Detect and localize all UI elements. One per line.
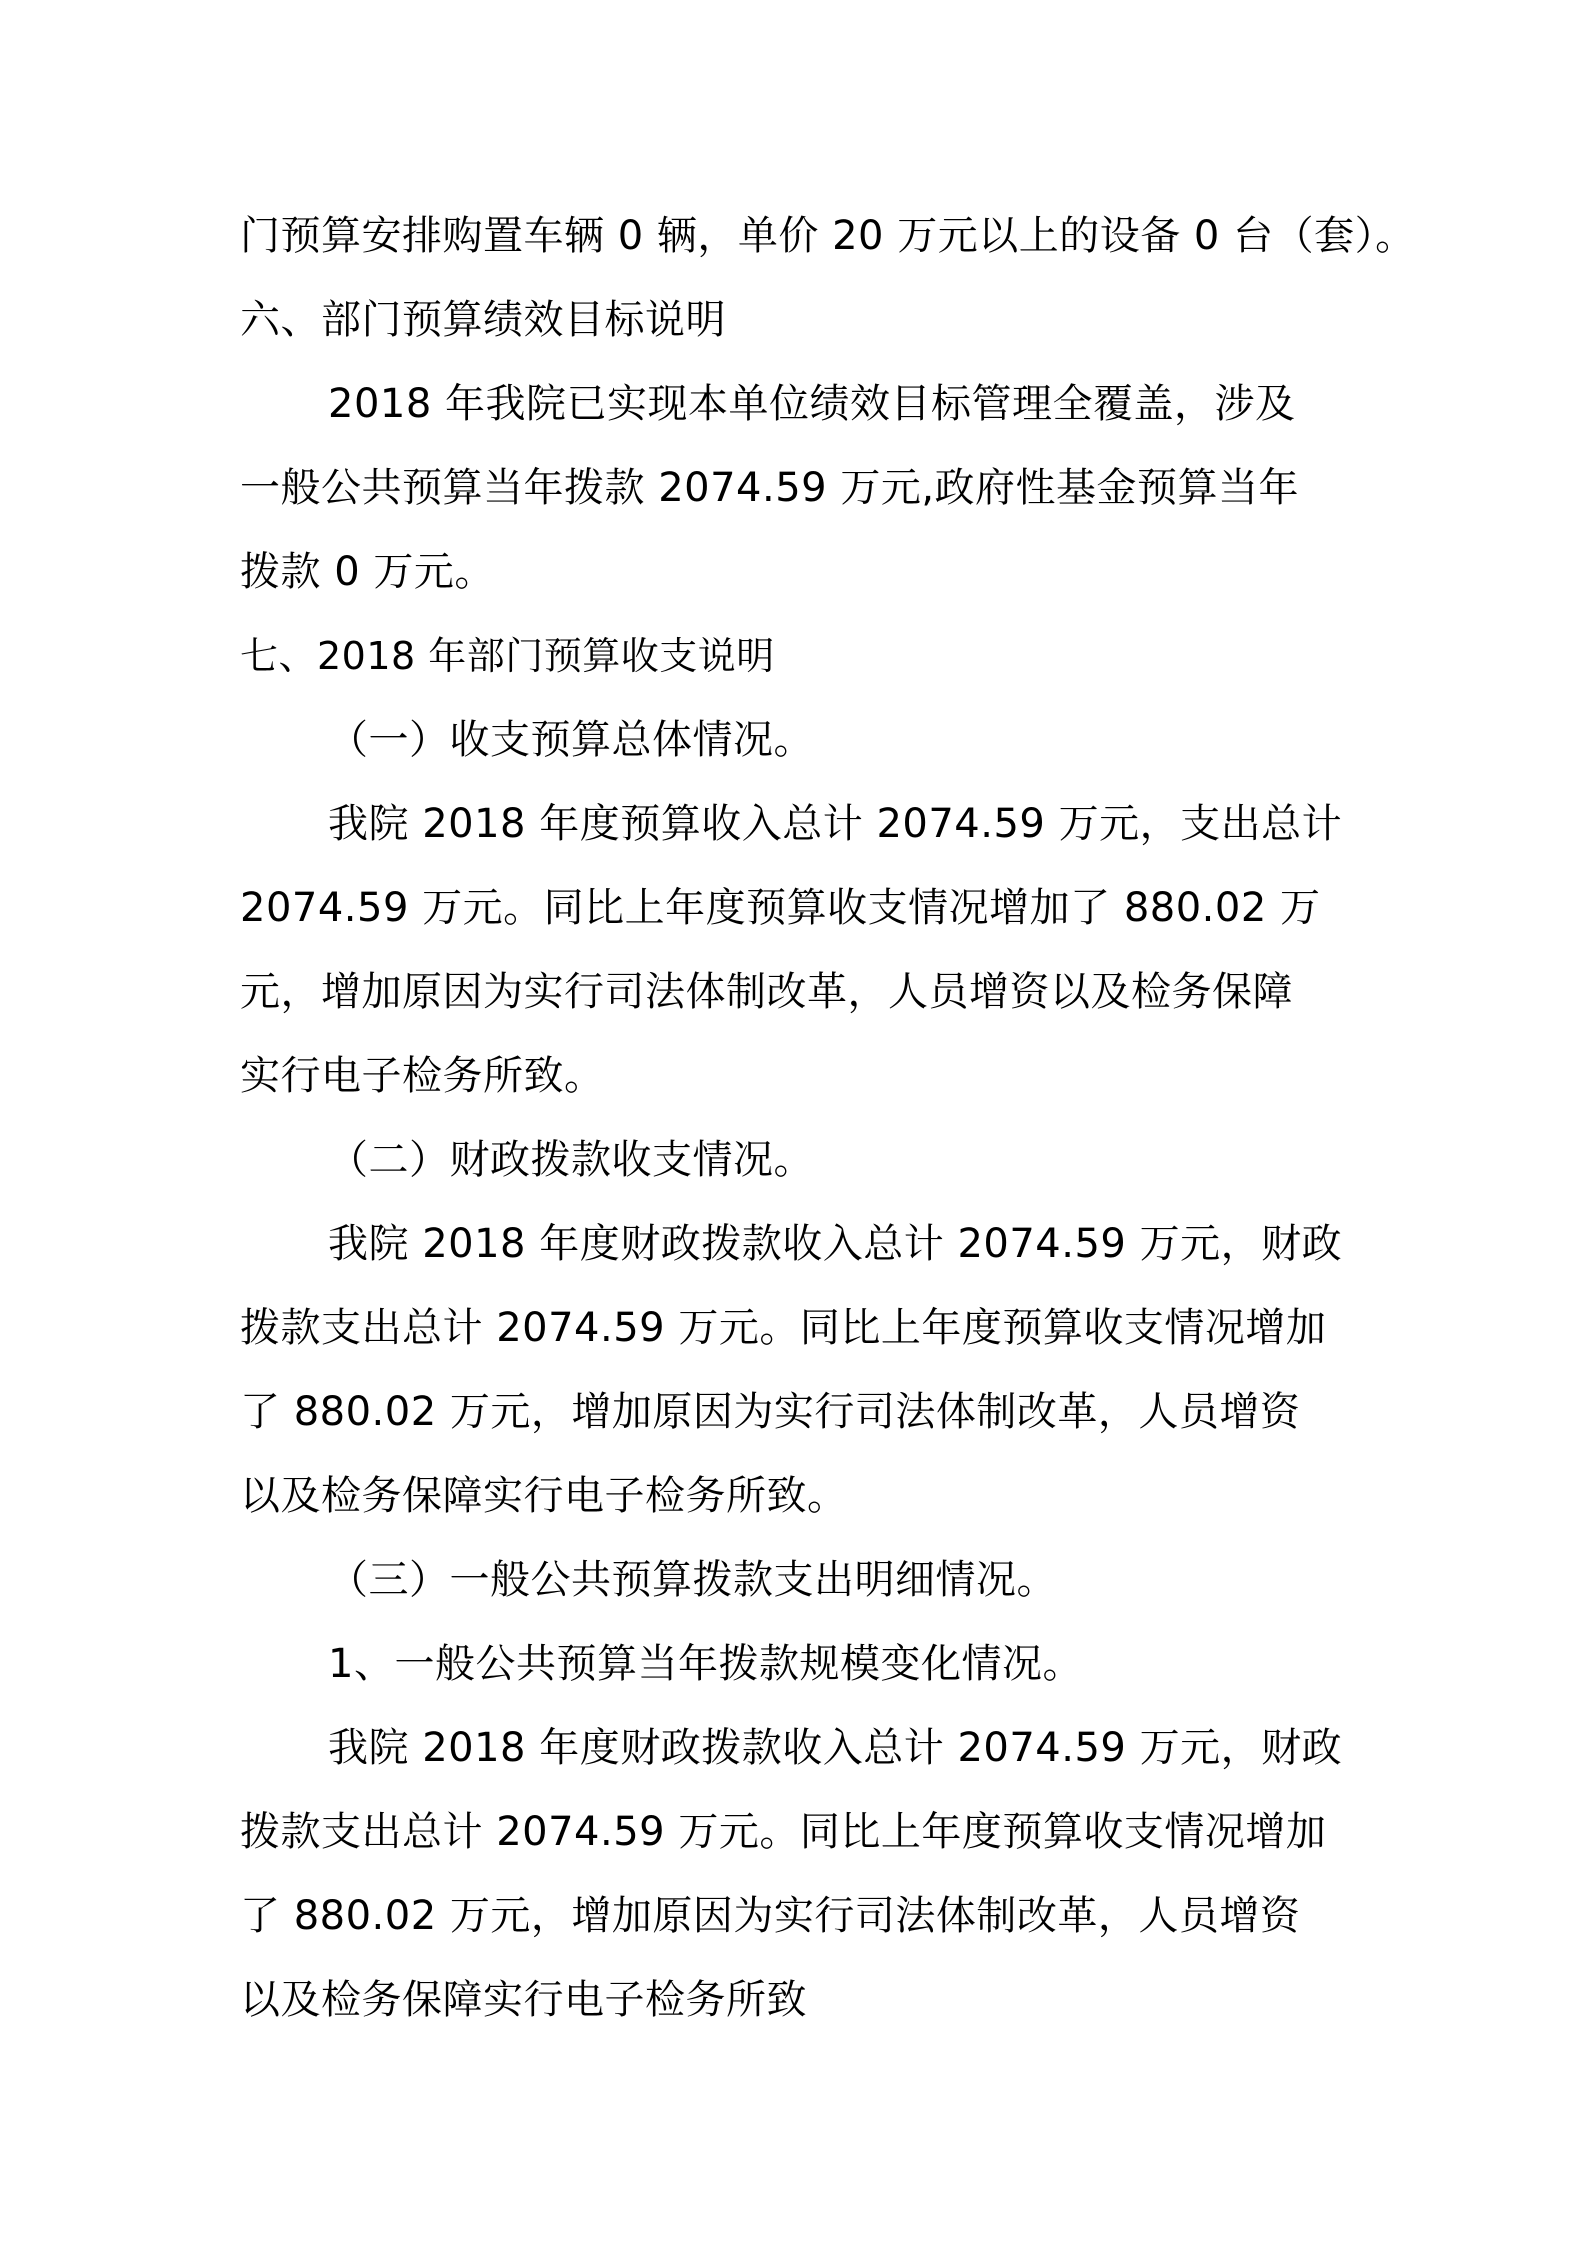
subsection-heading: （一）收支预算总体情况。 xyxy=(328,717,814,763)
subsection-heading: （三）一般公共预算拨款支出明细情况。 xyxy=(328,1557,1057,1603)
paragraph-line: 拨款 0 万元。 xyxy=(240,549,495,595)
paragraph-line: 我院 2018 年度预算收入总计 2074.59 万元，支出总计 xyxy=(328,801,1343,847)
paragraph-line: 元，增加原因为实行司法体制改革，人员增资以及检务保障 xyxy=(240,969,1293,1015)
paragraph-line: 我院 2018 年度财政拨款收入总计 2074.59 万元，财政 xyxy=(328,1725,1343,1771)
paragraph-line: 实行电子检务所致。 xyxy=(240,1053,605,1099)
paragraph-line: 一般公共预算当年拨款 2074.59 万元,政府性基金预算当年 xyxy=(240,465,1300,511)
subsection-heading: 1、一般公共预算当年拨款规模变化情况。 xyxy=(328,1641,1083,1687)
subsection-heading: （二）财政拨款收支情况。 xyxy=(328,1137,814,1183)
paragraph-line: 了 880.02 万元，增加原因为实行司法体制改革，人员增资 xyxy=(240,1389,1301,1435)
section-heading: 七、2018 年部门预算收支说明 xyxy=(240,634,775,678)
paragraph-line: 以及检务保障实行电子检务所致 xyxy=(240,1977,807,2023)
paragraph-line: 了 880.02 万元，增加原因为实行司法体制改革，人员增资 xyxy=(240,1893,1301,1939)
text-line: 门预算安排购置车辆 0 辆，单价 20 万元以上的设备 0 台（套）。 xyxy=(240,213,1416,259)
paragraph-line: 2074.59 万元。同比上年度预算收支情况增加了 880.02 万 xyxy=(240,885,1321,931)
paragraph-line: 拨款支出总计 2074.59 万元。同比上年度预算收支情况增加 xyxy=(240,1809,1327,1855)
section-heading: 六、部门预算绩效目标说明 xyxy=(240,297,726,343)
paragraph-line: 拨款支出总计 2074.59 万元。同比上年度预算收支情况增加 xyxy=(240,1305,1327,1351)
paragraph-line: 我院 2018 年度财政拨款收入总计 2074.59 万元，财政 xyxy=(328,1221,1343,1267)
paragraph-line: 2018 年我院已实现本单位绩效目标管理全覆盖，涉及 xyxy=(328,381,1296,427)
paragraph-line: 以及检务保障实行电子检务所致。 xyxy=(240,1473,848,1519)
